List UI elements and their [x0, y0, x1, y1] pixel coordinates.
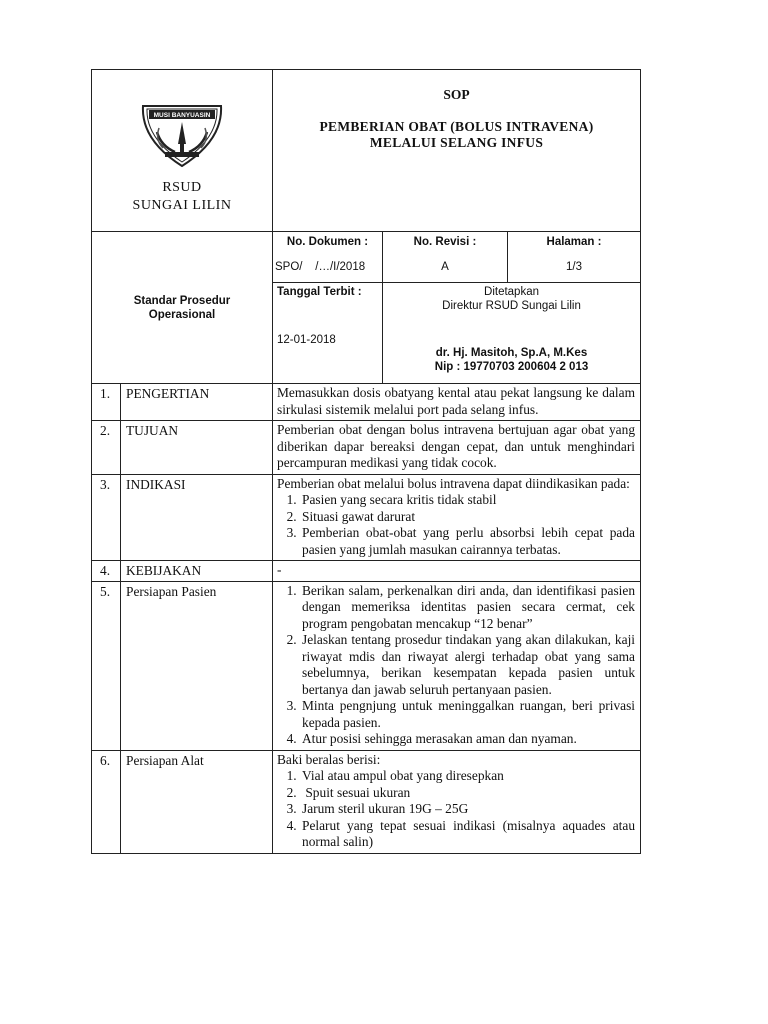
list-item: 1. Berikan salam, perkenalkan diri anda, dan identifikasi pasien dengan memeriksa identitas pasien secara cermat, cek program pengobatan mencakup “12 benar”: [300, 583, 635, 633]
header-row: [92, 70, 641, 232]
list-item: 3. Minta pengnjung untuk meninggalkan ruangan, beri privasi kepada pasien.: [300, 698, 635, 731]
section-text: Baki beralas berisi: 1. Vial atau ampul obat yang diresepkan 2. Spuit sesuai ukuran 3. Jarum steril ukuran 19G – 25G 4. Pelarut yang tepat sesuai indikasi (misalnya aquades atau normal salin): [273, 750, 641, 853]
section-row-persiapan-alat: 6. Persiapan Alat Baki beralas berisi: 1. Vial atau ampul obat yang diresepkan 2. Spuit sesuai ukuran 3. Jarum steril ukuran 19G – 25G 4. Pelarut yang tepat sesuai indikasi (misalnya aquades atau normal salin): [92, 750, 641, 853]
list-item: 1. Pasien yang secara kritis tidak stabil: [300, 492, 635, 509]
section-text: Pemberian obat melalui bolus intravena dapat diindikasikan pada: 1. Pasien yang secara kritis tidak stabil 2. Situasi gawat darurat 3. Pemberian obat-obat yang perlu absorbsi lebih cepat pada pasien yang jumlah masukan cairannya terbatas.: [273, 474, 641, 561]
doc-number-cell: No. Dokumen : SPO/ /…/I/2018: [273, 232, 383, 283]
section-label: KEBIJAKAN: [121, 561, 273, 582]
list-item: 2. Spuit sesuai ukuran: [300, 785, 635, 802]
section-label: INDIKASI: [121, 474, 273, 561]
section-row-persiapan-pasien: 5. Persiapan Pasien 1. Berikan salam, perkenalkan diri anda, dan identifikasi pasien dengan memeriksa identitas pasien secara cermat, cek program pengobatan mencakup “12 benar” 2. Jelaskan tentang prosedur tindakan yang akan dilakukan, kaji riwayat mdis dan riwayat alergi terhadap obat yang sama sebelumnya, berikan kesempatan kepada pasien untuk bertanya dan jawab seluruh pertanyaan pasien. 3. Minta pengnjung untuk meninggalkan ruangan, beri privasi kepada pasien. 4. Atur posisi sehingga merasakan aman dan nyaman.: [92, 581, 641, 750]
section-text: Pemberian obat dengan bolus intravena bertujuan agar obat yang diberikan dapar bereaksi dengan cepat, dan untuk menghindari percampuran medikasi yang tidak cocok.: [273, 421, 641, 475]
section-label: Persiapan Alat: [121, 750, 273, 853]
hospital-cell: [92, 70, 273, 232]
section-row-pengertian: 1. PENGERTIAN Memasukkan dosis obatyang kental atau pekat langsung ke dalam sirkulasi sistemik melalui port pada selang infus.: [92, 384, 641, 421]
sop-document: [91, 69, 640, 854]
persiapan-pasien-list: [277, 583, 635, 748]
list-item: 4. Pelarut yang tepat sesuai indikasi (misalnya aquades atau normal salin): [300, 818, 635, 851]
section-row-tujuan: 2. TUJUAN Pemberian obat dengan bolus intravena bertujuan agar obat yang diberikan dapar bereaksi dengan cepat, dan untuk menghindari percampuran medikasi yang tidak cocok.: [92, 421, 641, 475]
sop-table: [91, 69, 641, 854]
section-text: -: [273, 561, 641, 582]
page-title: PEMBERIAN OBAT (BOLUS INTRAVENA) MELALUI SELANG INFUS: [319, 118, 594, 150]
section-label: Persiapan Pasien: [121, 581, 273, 750]
meta-row-1: [92, 232, 641, 283]
section-label: PENGERTIAN: [121, 384, 273, 421]
section-text: Memasukkan dosis obatyang kental atau pekat langsung ke dalam sirkulasi sistemik melalui port pada selang infus.: [273, 384, 641, 421]
indikasi-list: [277, 492, 635, 558]
revision-cell: No. Revisi : A: [383, 232, 508, 283]
hospital-name: RSUD SUNGAI LILIN: [132, 179, 232, 213]
page-count-cell: Halaman : 1/3: [508, 232, 641, 283]
list-item: 2. Situasi gawat darurat: [300, 509, 635, 526]
list-item: 3. Jarum steril ukuran 19G – 25G: [300, 801, 635, 818]
issue-date-cell: Tanggal Terbit : 12-01-2018: [273, 283, 383, 384]
svg-text:MUSI BANYUASIN: MUSI BANYUASIN: [153, 112, 211, 119]
list-item: 3. Pemberian obat-obat yang perlu absorbsi lebih cepat pada pasien yang jumlah masukan cairannya terbatas.: [300, 525, 635, 558]
list-item: 4. Atur posisi sehingga merasakan aman dan nyaman.: [300, 731, 635, 748]
list-item: 1. Vial atau ampul obat yang diresepkan: [300, 768, 635, 785]
signer-name: dr. Hj. Masitoh, Sp.A, M.Kes: [435, 347, 588, 359]
section-label: TUJUAN: [121, 421, 273, 475]
hospital-logo: [135, 100, 229, 170]
persiapan-alat-list: [277, 768, 635, 851]
section-row-indikasi: 3. INDIKASI Pemberian obat melalui bolus intravena dapat diindikasikan pada: 1. Pasien yang secara kritis tidak stabil 2. Situasi gawat darurat 3. Pemberian obat-obat yang perlu absorbsi lebih cepat pada pasien yang jumlah masukan cairannya terbatas.: [92, 474, 641, 561]
standar-prosedur-cell: Standar Prosedur Operasional: [92, 232, 273, 384]
sop-label: SOP: [443, 87, 470, 102]
signer-nip: Nip : 19770703 200604 2 013: [434, 361, 589, 373]
title-cell: [273, 70, 641, 232]
approval-cell: Ditetapkan Direktur RSUD Sungai Lilin dr. Hj. Masitoh, Sp.A, M.Kes Nip : 19770703 200604 2 013: [383, 283, 641, 384]
section-row-kebijakan: 4. KEBIJAKAN -: [92, 561, 641, 582]
section-text: [273, 581, 641, 750]
list-item: 2. Jelaskan tentang prosedur tindakan yang akan dilakukan, kaji riwayat mdis dan riwayat alergi terhadap obat yang sama sebelumnya, berikan kesempatan kepada pasien untuk bertanya dan jawab seluruh pertanyaan pasien.: [300, 632, 635, 698]
